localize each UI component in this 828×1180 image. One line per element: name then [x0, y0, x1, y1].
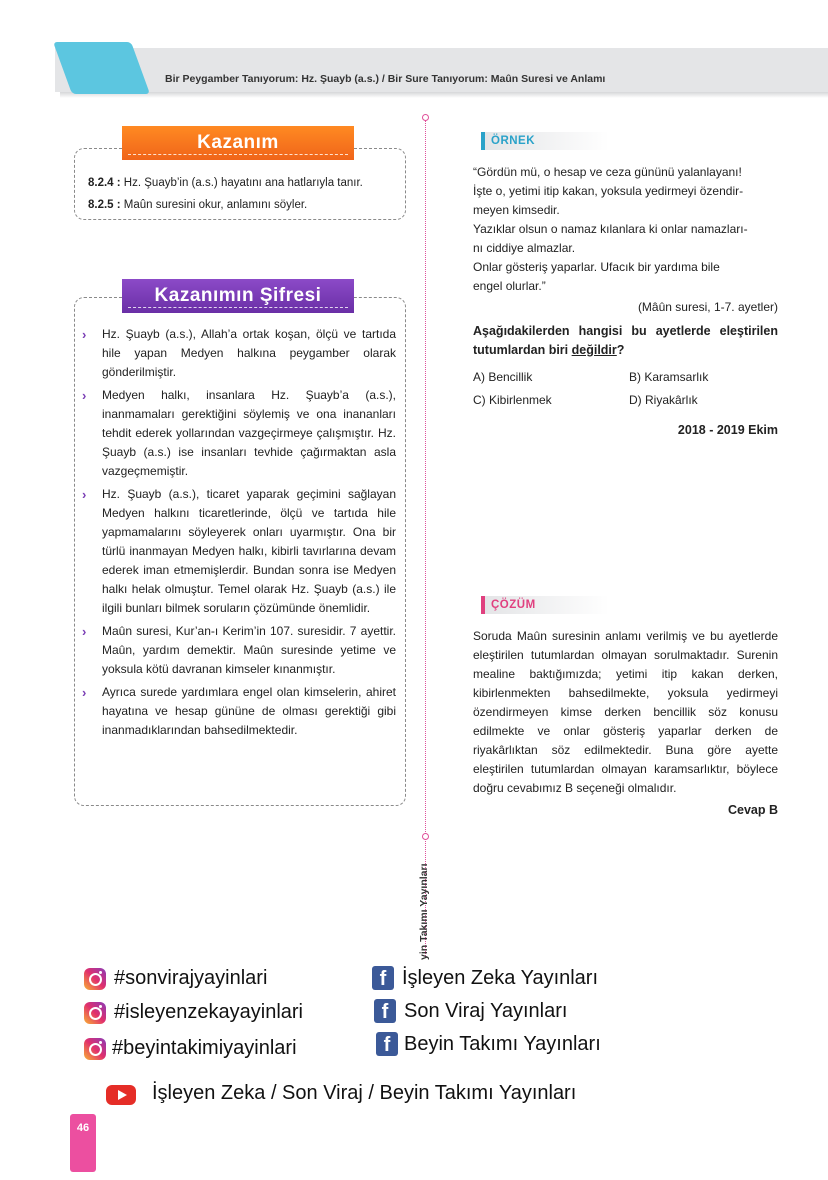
kazanim-banner: Kazanım — [122, 126, 354, 160]
list-item: › Hz. Şuayb (a.s.), Allah’a ortak koşan, ölçü ve tartıda hile yapan Medyen halkına peygamber olarak gönderilmiştir. — [82, 327, 396, 379]
divider-dot-mid — [422, 833, 429, 840]
facebook-link[interactable]: Beyin Takımı Yayınları — [404, 1033, 601, 1055]
facebook-icon: f — [376, 1032, 398, 1056]
divider-dot-top — [422, 114, 429, 121]
ornek-label: ÖRNEK — [481, 132, 609, 150]
facebook-icon: f — [372, 966, 394, 990]
facebook-link[interactable]: Son Viraj Yayınları — [404, 1000, 568, 1022]
chevron-right-icon: › — [82, 487, 87, 502]
answer-text: Cevap B — [727, 803, 778, 817]
chevron-right-icon: › — [82, 685, 87, 700]
verse-text: “Gördün mü, o hesap ve ceza gününü yalanlayanı! İşte o, yetimi itip kakan, yoksula yedirmeyi özendir- meyen kimsedir. Yazıklar olsun o namaz kılanlara ki onlar namazları- nı ciddiye almazlar. Onlar gösteriş yaparlar. Ufacık bir yardıma bile engel olurlar.” — [473, 165, 748, 293]
instagram-link[interactable]: #beyintakimiyayinlari — [112, 1037, 297, 1059]
instagram-icon — [84, 1002, 106, 1024]
chevron-right-icon: › — [82, 624, 87, 639]
youtube-icon — [106, 1085, 136, 1105]
option-b: B) Karamsarlık — [629, 370, 709, 384]
side-publisher-text: yin Takımı Yayınları — [418, 863, 430, 960]
kazanim-item: 8.2.5 : Maûn suresini okur, anlamını söyler. — [88, 199, 308, 211]
solution-text: Soruda Maûn suresinin anlamı verilmiş ve bu ayetlerde eleştirilen tutumlardan olmayan sorulmaktadır. Surenin mealine baktığımızda; yetimi itip kakan derken, kibirlenmekten bahsedilmekte, yoksula yedirmeyi özendirmeyen kimse derken bencillik söz konusu edilmekte ve onlar gösteriş yaparlar derken de riyakârlıktan söz edilmektedir. Buna göre ayette eleştirilen tutumlardan olmayan karamsarlıktır, böylece doğru cevabımız B seçeneği olmalıdır. — [473, 629, 778, 795]
instagram-icon — [84, 1038, 106, 1060]
instagram-link[interactable]: #sonvirajyayinlari — [114, 967, 268, 989]
chevron-right-icon: › — [82, 327, 87, 342]
option-a: A) Bencillik — [473, 370, 533, 384]
kazanim-item: 8.2.4 : Hz. Şuayb’in (a.s.) hayatını ana hatlarıyla tanır. — [88, 177, 363, 189]
column-divider — [425, 118, 426, 958]
sifre-banner: Kazanımın Şifresi — [122, 279, 354, 313]
option-d: D) Riyakârlık — [629, 393, 698, 407]
header-shadow — [60, 92, 828, 98]
list-item: › Hz. Şuayb (a.s.), ticaret yaparak geçimini sağlayan Medyen halkını ticaretlerinde, ölçü ve tartıda hile yapmamalarını söyleyerek onları uyarmıştır. Ona bir türlü inanmayan Medyen halkı, kibirli tavırlarına devam ederek iman etmemişlerdir. Bundan sonra ise Medyen halkı helak olmuştur. Temel olarak Hz. Şuayb (a.s.) ile ilgili bunları bilmek soruların çözümünde önemlidir. — [82, 487, 396, 615]
list-item: › Ayrıca surede yardımlara engel olan kimselerin, ahiret hayatına ve hesap gününe de olması gerektiği gibi inanmadıklarından bahsedilmektedir. — [82, 685, 396, 737]
list-item: › Maûn suresi, Kur’an-ı Kerim’in 107. suresidir. 7 ayettir. Maûn, yardım demektir. Maûn suresinde yetime ve yoksula kötü davranan kimseler kınanmıştır. — [82, 624, 396, 676]
facebook-link[interactable]: İşleyen Zeka Yayınları — [402, 967, 599, 989]
instagram-icon — [84, 968, 106, 990]
verse-reference: (Mâûn suresi, 1-7. ayetler) — [637, 300, 778, 314]
cozum-label: ÇÖZÜM — [481, 596, 609, 614]
sifre-bullet-list — [82, 325, 396, 744]
instagram-link[interactable]: #isleyenzekayayinlari — [114, 1001, 303, 1023]
option-c: C) Kibirlenmek — [473, 393, 552, 407]
youtube-link[interactable]: İşleyen Zeka / Son Viraj / Beyin Takımı Yayınları — [152, 1082, 577, 1104]
page-number: 46 — [70, 1114, 96, 1172]
header-title: Bir Peygamber Tanıyorum: Hz. Şuayb (a.s.) / Bir Sure Tanıyorum: Maûn Suresi ve Anlamı — [165, 73, 606, 85]
question-stem: Aşağıdakilerden hangisi bu ayetlerde eleştirilen tutumlardan biri değildir? — [473, 324, 778, 357]
chevron-right-icon: › — [82, 388, 87, 403]
facebook-icon: f — [374, 999, 396, 1023]
header-band — [55, 48, 828, 92]
exam-date: 2018 - 2019 Ekim — [677, 423, 778, 437]
list-item: › Medyen halkı, insanlara Hz. Şuayb’a (a.s.), inanmamaları gerektiğini söylemiş ve ona inananları tehdit ederek yollarından vazgeçirmeye çalışmıştır. Hz. Şuayb (a.s.) ise insanları tevhide çağırmaktan asla vazgeçmemiştir. — [82, 388, 396, 478]
